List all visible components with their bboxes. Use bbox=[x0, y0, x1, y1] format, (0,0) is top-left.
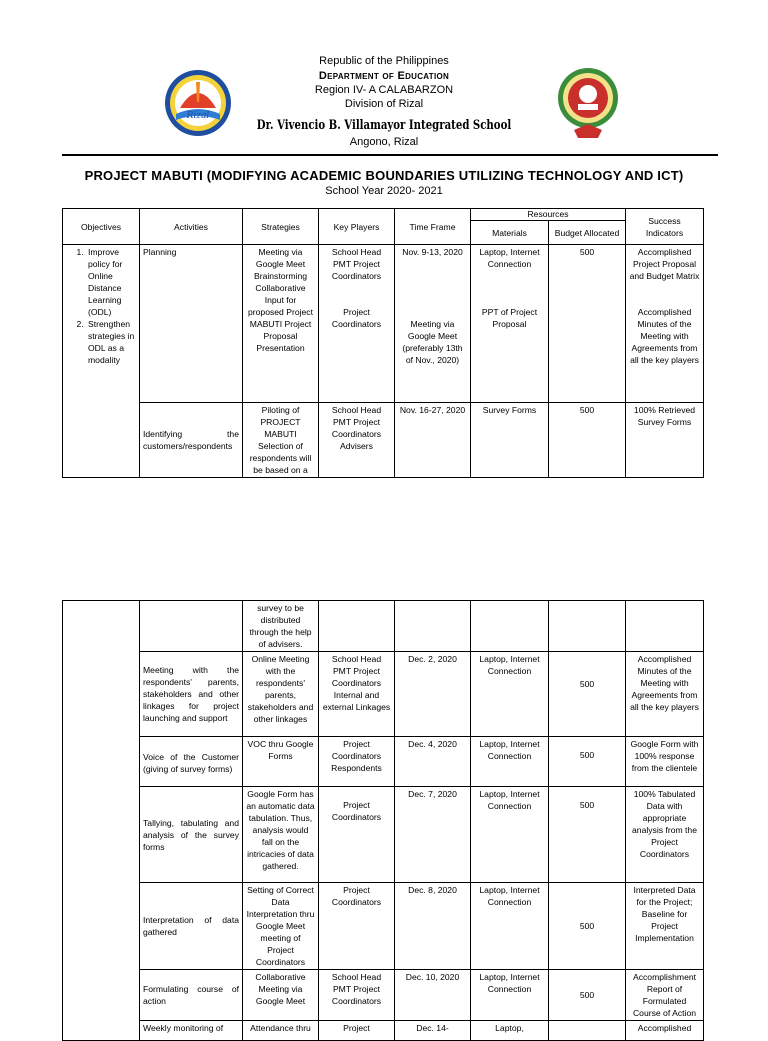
col-key-players: Key Players bbox=[319, 209, 395, 245]
col-budget: Budget Allocated bbox=[549, 221, 626, 245]
budget-cell: 500 bbox=[549, 737, 626, 787]
materials-cell: Laptop, bbox=[471, 1021, 549, 1041]
department-line: Department of Education bbox=[318, 70, 450, 82]
time-frame-text: Nov. 9-13, 2020 bbox=[402, 247, 463, 257]
region-line: Region IV- A CALABARZON bbox=[314, 84, 454, 96]
key-players-cell: Project Coordinators bbox=[319, 883, 395, 970]
plan-table-page2 bbox=[62, 600, 704, 1041]
strategies-cell: Google Form has an automatic data tabulation. Thus, analysis would fall on the intricacies of data gathered. bbox=[243, 787, 319, 883]
col-objectives: Objectives bbox=[63, 209, 140, 245]
republic-line: Republic of the Philippines bbox=[319, 55, 449, 67]
objective-item: 2. Strengthen strategies in ODL as a modality bbox=[86, 318, 136, 366]
materials-cell: Laptop, Internet Connection bbox=[471, 883, 549, 970]
time-frame-cell: Dec. 10, 2020 bbox=[395, 970, 471, 1021]
activity-cell: Tallying, tabulating and analysis of the survey forms bbox=[140, 787, 243, 883]
key-players-cell: School Head PMT Project Coordinators Advisers bbox=[319, 403, 395, 478]
success-cell: Interpreted Data for the Project; Baseline for Project Implementation bbox=[626, 883, 704, 970]
col-time-frame: Time Frame bbox=[395, 209, 471, 245]
key-players-text: Project Coordinators bbox=[331, 307, 382, 329]
budget-cell: 500 bbox=[549, 883, 626, 970]
activity-cell: Interpretation of data gathered bbox=[140, 883, 243, 970]
success-cell: Google Form with 100% response from the clientele bbox=[626, 737, 704, 787]
budget-cell: 500 bbox=[549, 787, 626, 883]
budget-cell bbox=[549, 601, 626, 652]
logo-text: Rizal bbox=[186, 111, 210, 121]
header-divider bbox=[62, 154, 718, 156]
time-frame-cell bbox=[395, 245, 471, 403]
time-frame-cell: Dec. 14- bbox=[395, 1021, 471, 1041]
materials-cell: Survey Forms bbox=[471, 403, 549, 478]
strategies-cell: Meeting via Google Meet Brainstorming Collaborative Input for proposed Project MABUTI Project Proposal Presentation bbox=[243, 245, 319, 403]
success-cell bbox=[626, 245, 704, 403]
key-players-cell bbox=[319, 601, 395, 652]
materials-text: Laptop, Internet Connection bbox=[479, 247, 540, 269]
budget-cell: 500 bbox=[549, 403, 626, 478]
materials-cell bbox=[471, 245, 549, 403]
key-players-cell: Project bbox=[319, 1021, 395, 1041]
success-cell: 100% Tabulated Data with appropriate analysis from the Project Coordinators bbox=[626, 787, 704, 883]
objectives-cell bbox=[63, 245, 140, 478]
time-frame-cell: Dec. 7, 2020 bbox=[395, 787, 471, 883]
strategies-cell: survey to be distributed through the help of advisers. bbox=[243, 601, 319, 652]
plan-table-page1 bbox=[62, 208, 704, 478]
time-frame-text: Meeting via Google Meet (preferably 13th of Nov., 2020) bbox=[402, 319, 463, 365]
time-frame-cell: Nov. 16-27, 2020 bbox=[395, 403, 471, 478]
time-frame-cell bbox=[395, 601, 471, 652]
strategies-cell: Piloting of PROJECT MABUTI Selection of respondents will be based on a bbox=[243, 403, 319, 478]
materials-cell: Laptop, Internet Connection bbox=[471, 652, 549, 737]
strategies-cell: Setting of Correct Data Interpretation thru Google Meet meeting of Project Coordinators bbox=[243, 883, 319, 970]
key-players-cell: School Head PMT Project Coordinators bbox=[319, 970, 395, 1021]
activity-cell: Meeting with the respondents' parents, stakeholders and other linkages for project launching and support bbox=[140, 652, 243, 737]
activity-cell: Identifying the customers/respondents bbox=[140, 403, 243, 478]
division-line: Division of Rizal bbox=[344, 98, 424, 110]
project-title: PROJECT MABUTI (MODIFYING ACADEMIC BOUNDARIES UTILIZING TECHNOLOGY AND ICT) bbox=[84, 168, 684, 183]
budget-cell: 500 bbox=[549, 245, 626, 403]
strategies-cell: VOC thru Google Forms bbox=[243, 737, 319, 787]
activity-cell bbox=[140, 601, 243, 652]
activity-cell: Weekly monitoring of bbox=[140, 1021, 243, 1041]
success-text: Accomplished Project Proposal and Budget Matrix bbox=[629, 247, 700, 281]
success-cell: 100% Retrieved Survey Forms bbox=[626, 403, 704, 478]
materials-text: PPT of Project Proposal bbox=[481, 307, 538, 329]
strategies-cell: Attendance thru bbox=[243, 1021, 319, 1041]
activity-cell: Voice of the Customer (giving of survey forms) bbox=[140, 737, 243, 787]
success-cell: Accomplished Minutes of the Meeting with Agreements from all the key players bbox=[626, 652, 704, 737]
time-frame-cell: Dec. 2, 2020 bbox=[395, 652, 471, 737]
key-players-cell: Project Coordinators bbox=[319, 787, 395, 883]
col-success: Success Indicators bbox=[626, 209, 704, 245]
budget-cell: 500 bbox=[549, 652, 626, 737]
materials-cell: Laptop, Internet Connection bbox=[471, 970, 549, 1021]
budget-cell: 500 bbox=[549, 970, 626, 1021]
key-players-cell: School Head PMT Project Coordinators Internal and external Linkages bbox=[319, 652, 395, 737]
col-activities: Activities bbox=[140, 209, 243, 245]
school-location: Angono, Rizal bbox=[349, 136, 419, 148]
key-players-cell bbox=[319, 245, 395, 403]
strategies-cell: Collaborative Meeting via Google Meet bbox=[243, 970, 319, 1021]
materials-cell bbox=[471, 601, 549, 652]
success-cell: Accomplishment Report of Formulated Course of Action bbox=[626, 970, 704, 1021]
key-players-text: School Head PMT Project Coordinators bbox=[331, 247, 382, 281]
materials-cell: Laptop, Internet Connection bbox=[471, 787, 549, 883]
col-strategies: Strategies bbox=[243, 209, 319, 245]
success-cell bbox=[626, 601, 704, 652]
school-name: Dr. Vivencio B. Villamayor Integrated School bbox=[256, 118, 512, 133]
time-frame-cell: Dec. 8, 2020 bbox=[395, 883, 471, 970]
objective-item: 1. Improve policy for Online Distance Learning (ODL) bbox=[86, 246, 136, 318]
time-frame-cell: Dec. 4, 2020 bbox=[395, 737, 471, 787]
activity-cell: Planning bbox=[140, 245, 243, 403]
objectives-cell bbox=[63, 601, 140, 1041]
col-materials: Materials bbox=[471, 221, 549, 245]
school-year: School Year 2020- 2021 bbox=[325, 185, 443, 197]
success-cell: Accomplished bbox=[626, 1021, 704, 1041]
materials-cell: Laptop, Internet Connection bbox=[471, 737, 549, 787]
col-resources: Resources bbox=[471, 209, 626, 221]
key-players-cell: Project Coordinators Respondents bbox=[319, 737, 395, 787]
success-text: Accomplished Minutes of the Meeting with Agreements from all the key players bbox=[630, 307, 699, 365]
activity-cell: Formulating course of action bbox=[140, 970, 243, 1021]
strategies-cell: Online Meeting with the respondents' parents, stakeholders and other linkages bbox=[243, 652, 319, 737]
